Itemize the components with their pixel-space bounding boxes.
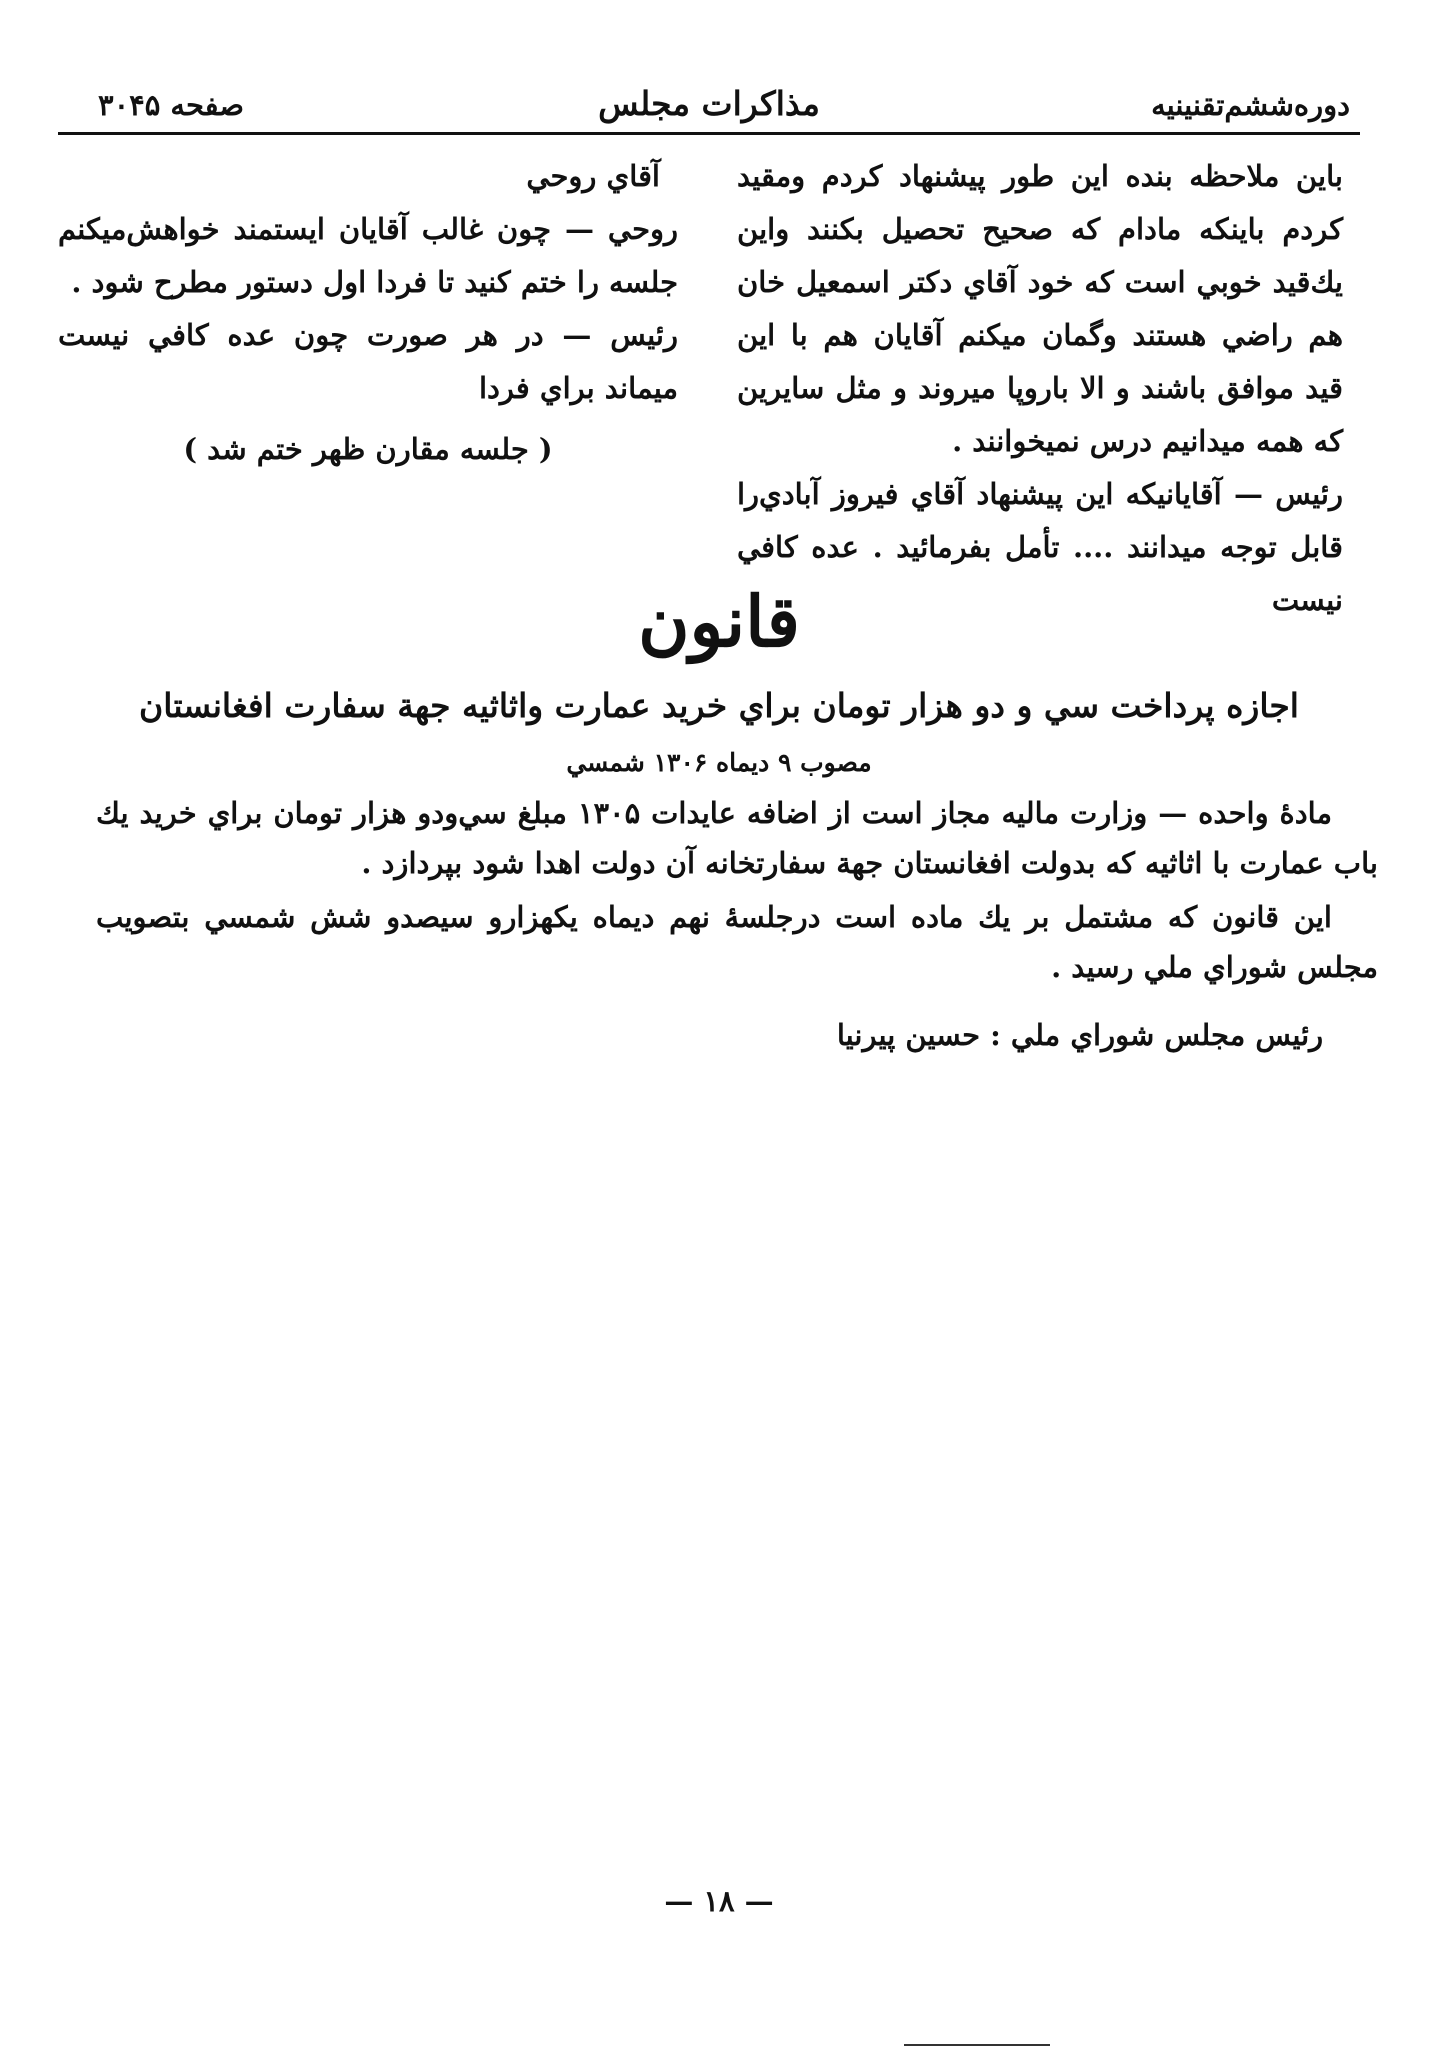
header-page-number: صفحه ۳۰۴۵ [98, 88, 244, 122]
header-title: مذاکرات مجلس [598, 84, 820, 123]
session-closing-note: ( جلسه مقارن ظهر ختم شد ) [183, 432, 553, 466]
session-label: دوره‌ششم‌تقنینیه [1151, 88, 1350, 122]
right-paragraph-2: رئيس — آقايانيكه اين پيشنهاد آقاي فيروز آبادي‌را قابل توجه ميدانند .... تأمل بفرمائيد . عده كافي نيست [737, 477, 1343, 617]
left-paragraph-2: رئيس — در هر صورت چون عده كافي نيست ميماند براي فردا [58, 318, 678, 405]
header-rule [58, 132, 1360, 135]
law-approval-date: مصوب ۹ ديماه ۱۳۰۶ شمسي [566, 748, 872, 777]
left-paragraph-1: روحي — چون غالب آقايان ايستمند خواهش‌ميكنم جلسه را ختم كنيد تا فردا اول دستور مطرح شود . [58, 212, 678, 299]
law-article: مادهٔ واحده — وزارت ماليه مجاز است از اضافه عايدات ۱۳۰۵ مبلغ سي‌ودو هزار تومان براي خريد يك باب عمارت با اثاثيه كه بدولت افغانستان جهة سفارتخانه آن دولت اهدا شود بپردازد . [96, 796, 1378, 880]
speaker-heading: آقاي روحي [526, 159, 660, 193]
law-title: قانون [638, 580, 800, 663]
law-body [96, 788, 1378, 996]
footer-line [904, 2044, 1050, 2046]
page-number: — ۱۸ — [664, 1884, 774, 1918]
law-subtitle: اجازه پرداخت سي و دو هزار تومان براي خريد عمارت واثاثيه جهة سفارت افغانستان [139, 686, 1299, 725]
law-ratification: اين قانون كه مشتمل بر يك ماده است درجلسهٔ نهم ديماه يكهزارو سيصدو شش شمسي بتصويب مجلس شوراي ملي رسيد . [96, 900, 1378, 984]
speaker-signature: رئيس مجلس شوراي ملي : حسين پيرنيا [836, 1018, 1324, 1052]
right-paragraph-1: باين ملاحظه بنده اين طور پيشنهاد كردم ومقيد كردم باينكه مادام كه صحيح تحصيل بكنند واين يك‌قيد خوبي است كه خود آقاي دكتر اسمعيل خان هم راضي هستند وگمان ميكنم آقايان هم با اين قيد موافق باشند و الا باروپا ميروند و مثل سايرين كه همه ميدانيم درس نميخوانند . [737, 159, 1343, 458]
left-column [58, 150, 678, 476]
right-column [737, 150, 1343, 627]
running-header [58, 84, 1360, 124]
